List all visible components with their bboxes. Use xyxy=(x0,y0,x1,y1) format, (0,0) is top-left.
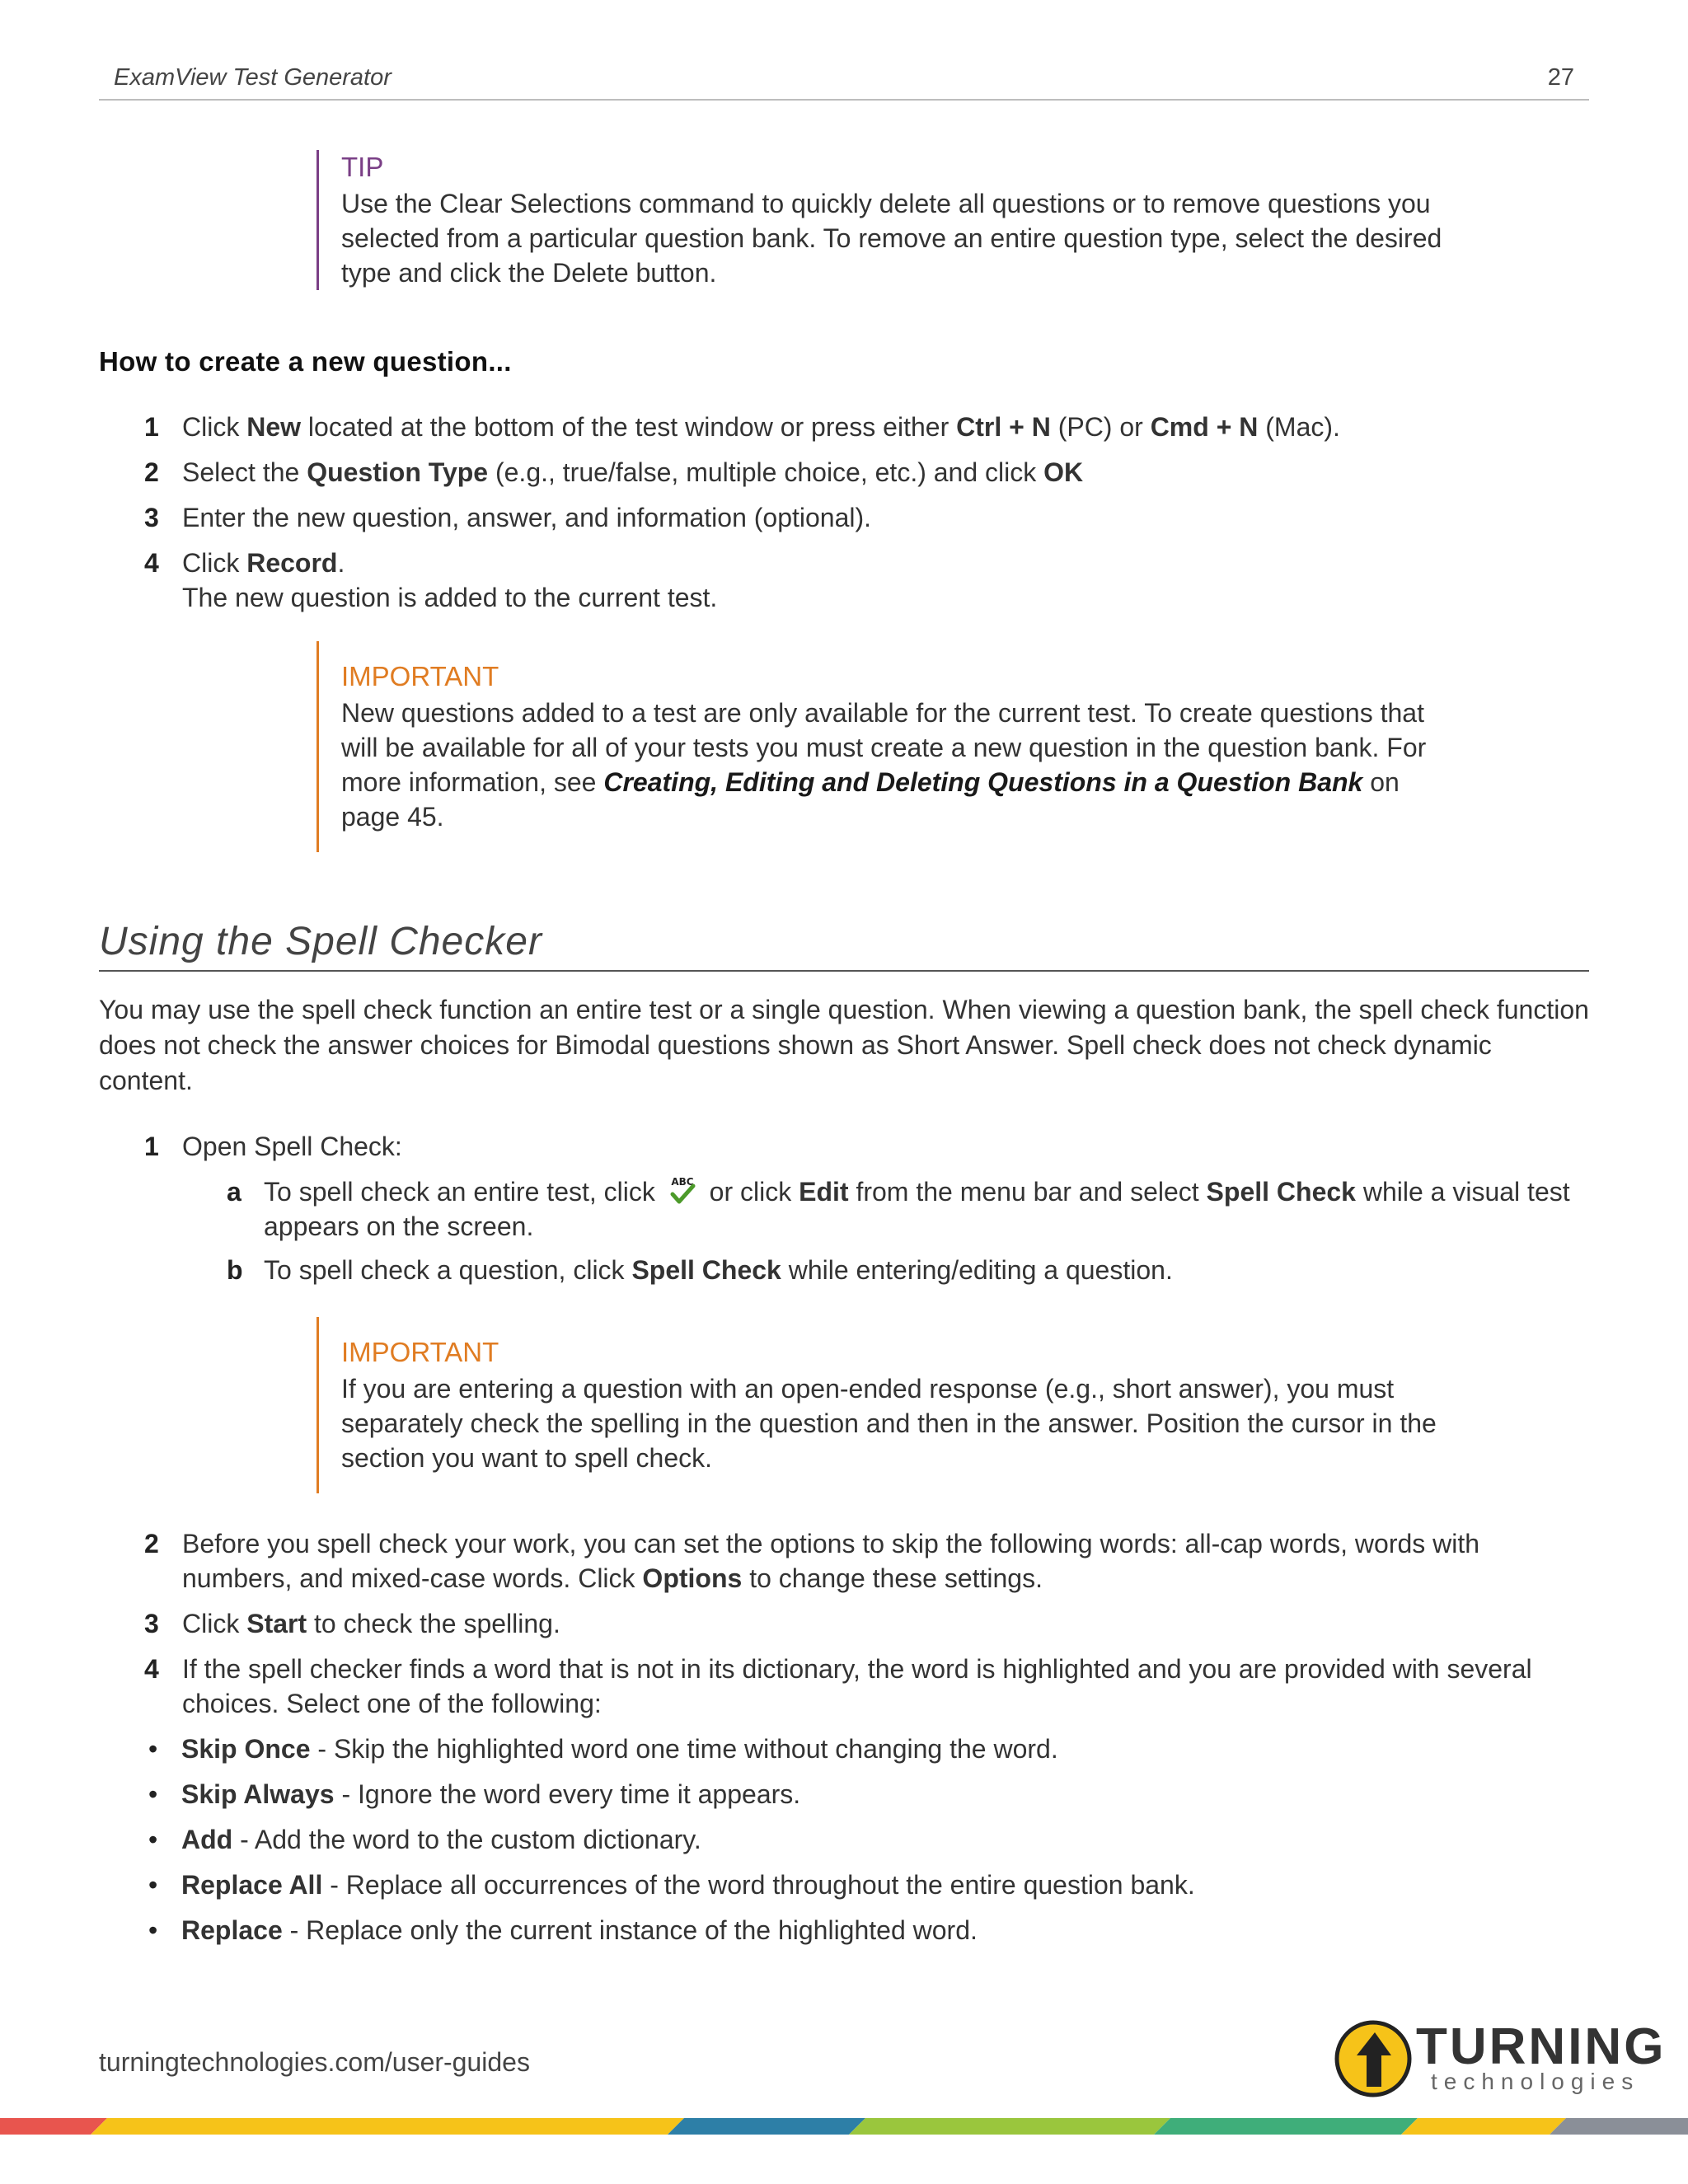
option-name: Replace xyxy=(181,1915,283,1945)
howto-heading: How to create a new question... xyxy=(99,346,512,377)
tip-callout xyxy=(316,150,1462,290)
logo-subtitle: technologies xyxy=(1431,2069,1640,2094)
important-text: If you are entering a question with an open-ended response (e.g., short answer), you must separately check the spelling in the question and then in the answer. Position the cursor in the section you want to spell check. xyxy=(341,1374,1437,1473)
step-text: Open Spell Check: xyxy=(182,1132,402,1161)
list-item xyxy=(99,500,1591,535)
list-item xyxy=(99,546,1591,615)
step-number: 1 xyxy=(144,1132,159,1161)
list-item xyxy=(99,1129,1591,1164)
sub-item xyxy=(99,1253,1591,1287)
step-text: Click New located at the bottom of the test window or press either Ctrl + N (PC) or Cmd + N (Mac). xyxy=(182,412,1340,442)
step-text: Select the Question Type (e.g., true/false, multiple choice, etc.) and click OK xyxy=(182,457,1084,487)
list-item xyxy=(99,1526,1591,1596)
sub-letter: a xyxy=(227,1177,241,1207)
sub-letter: b xyxy=(227,1255,243,1285)
step-text: Before you spell check your work, you can set the options to skip the following words: all-cap words, words with numbers, and mixed-case words. Click Options to change these settings. xyxy=(182,1529,1480,1593)
sub-text: To spell check an entire test, click ABC or click Edit from the menu bar and select Spell Check while a visual test appears on the screen. xyxy=(264,1176,1570,1241)
spell-check-icon[interactable] xyxy=(666,1174,699,1207)
important-text: New questions added to a test are only available for the current test. To create questions that will be available for all of your tests you must create a new question in the question bank. For more information, see Creating, Editing and Deleting Questions in a Question Bank on page 45. xyxy=(341,698,1427,832)
list-item xyxy=(99,1652,1591,1721)
footer-url[interactable]: turningtechnologies.com/user-guides xyxy=(99,2047,530,2077)
option-item: • Skip Always - Ignore the word every time it appears. xyxy=(99,1777,1591,1811)
tip-label: TIP xyxy=(341,152,384,182)
list-item xyxy=(99,1606,1591,1641)
option-name: Skip Always xyxy=(181,1779,335,1809)
step-number: 2 xyxy=(144,1529,159,1558)
list-item xyxy=(99,410,1591,444)
document-title: ExamView Test Generator xyxy=(114,64,392,91)
tip-text: Use the Clear Selections command to quickly delete all questions or to remove questions you selected from a particular question bank. To remove an entire question type, select the desired type and click the Delete button. xyxy=(341,189,1442,288)
step-text: If the spell checker finds a word that is not in its dictionary, the word is highlighted and you are provided with several choices. Select one of the following: xyxy=(182,1654,1532,1718)
step-number: 1 xyxy=(144,412,159,442)
step-number: 4 xyxy=(144,1654,159,1684)
option-name: Add xyxy=(181,1825,233,1854)
step-number: 4 xyxy=(144,548,159,578)
spell-steps-1 xyxy=(99,1129,1591,1296)
important-label: IMPORTANT xyxy=(341,1337,499,1367)
section-title: Using the Spell Checker xyxy=(99,919,1589,972)
sub-item xyxy=(99,1174,1591,1244)
step-text: Click Start to check the spelling. xyxy=(182,1609,560,1638)
page-number: 27 xyxy=(1547,64,1574,91)
option-item: • Add - Add the word to the custom dictionary. xyxy=(99,1822,1591,1857)
spell-steps-2 xyxy=(99,1526,1591,1958)
list-item xyxy=(99,455,1591,490)
logo-wordmark: TURNING xyxy=(1416,2018,1667,2075)
page-header xyxy=(99,64,1589,101)
option-item: • Replace - Replace only the current instance of the highlighted word. xyxy=(99,1913,1591,1947)
important-label: IMPORTANT xyxy=(341,661,499,691)
important-callout xyxy=(316,641,1462,852)
step-number: 3 xyxy=(144,503,159,532)
howto-steps xyxy=(99,410,1591,626)
option-item: • Replace All - Replace all occurrences of the word throughout the entire question bank. xyxy=(99,1868,1591,1902)
section-intro: You may use the spell check function an entire test or a single question. When viewing a question bank, the spell check function does not check the answer choices for Bimodal questions shown as Short Answer. Spell check does not check dynamic content. xyxy=(99,995,1589,1095)
turning-logo xyxy=(1334,2018,1667,2100)
important-callout-2 xyxy=(316,1317,1462,1493)
step-result: The new question is added to the current test. xyxy=(182,583,718,612)
cross-reference-link[interactable]: Creating, Editing and Deleting Questions in a Question Bank xyxy=(603,767,1363,797)
option-item: • Skip Once - Skip the highlighted word one time without changing the word. xyxy=(99,1732,1591,1766)
option-name: Replace All xyxy=(181,1870,323,1900)
svg-text:ABC: ABC xyxy=(671,1176,694,1188)
step-text: Enter the new question, answer, and information (optional). xyxy=(182,503,872,532)
option-name: Skip Once xyxy=(181,1734,311,1764)
footer-color-stripe xyxy=(0,2118,1688,2135)
logo-arrow-icon xyxy=(1334,2019,1413,2098)
option-list xyxy=(99,1732,1591,1947)
step-text: Click Record. xyxy=(182,548,345,578)
sub-text: To spell check a question, click Spell Check while entering/editing a question. xyxy=(264,1255,1173,1285)
step-number: 2 xyxy=(144,457,159,487)
step-number: 3 xyxy=(144,1609,159,1638)
